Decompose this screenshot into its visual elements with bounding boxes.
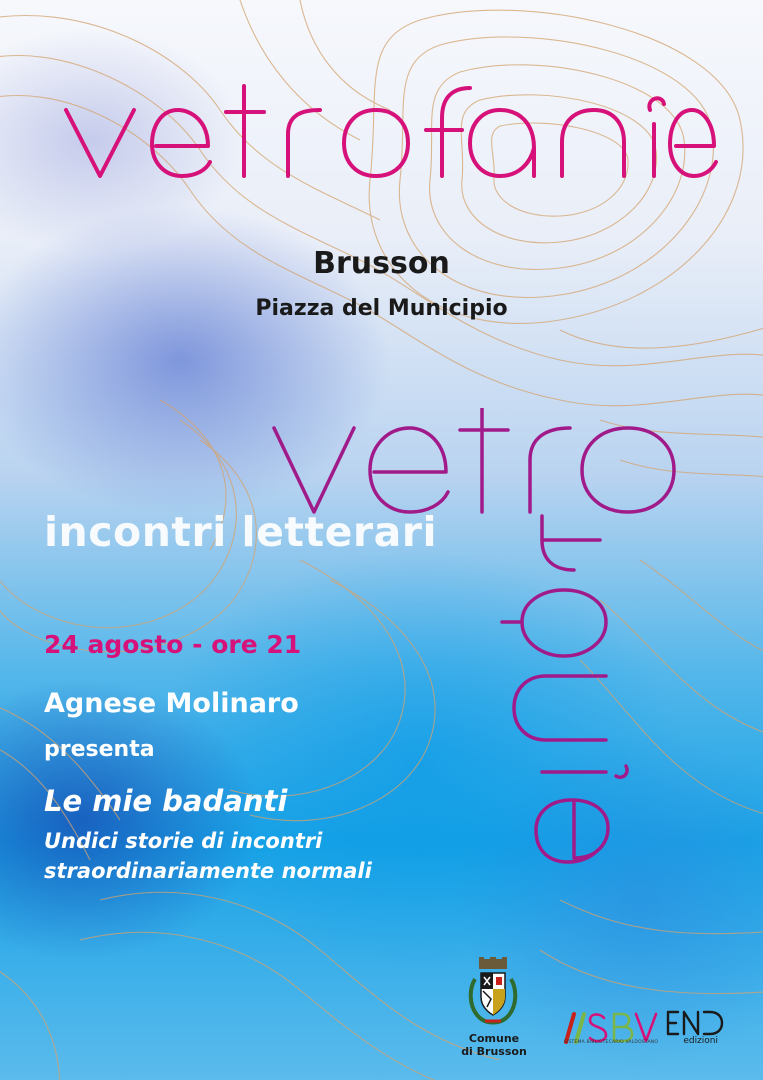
presents-label: presenta — [44, 737, 155, 762]
book-title: Le mie badanti — [44, 784, 288, 818]
comune-label — [448, 1032, 540, 1058]
title-vetrofanie-lettering — [58, 76, 718, 186]
book-subtitle-line-1: Undici storie di incontri — [44, 829, 323, 853]
comune-label-line-1: Comune — [468, 1032, 520, 1045]
book-subtitle-line-2: straordinariamente normali — [44, 859, 372, 883]
series-subtitle: incontri letterari — [44, 508, 438, 556]
series-word-fanie-vertical-lettering — [482, 510, 632, 888]
book-subtitle — [44, 826, 372, 886]
comune-crest-icon — [467, 955, 519, 1033]
comune-label-line-2: di Brusson — [461, 1045, 527, 1058]
end-subtitle: edizioni — [683, 1036, 718, 1046]
location-town: Brusson — [313, 246, 450, 281]
sbv-subtitle: SISTEMA BIBLIOTECARIO VALDOSTANO — [563, 1040, 659, 1045]
end-edizioni-logo-icon — [664, 1008, 724, 1038]
location-place: Piazza del Municipio — [255, 296, 508, 321]
series-word-vetro-lettering — [268, 408, 678, 520]
author-name: Agnese Molinaro — [44, 688, 299, 719]
event-date-time: 24 agosto - ore 21 — [44, 630, 302, 659]
sbv-logo-icon — [560, 1010, 660, 1052]
